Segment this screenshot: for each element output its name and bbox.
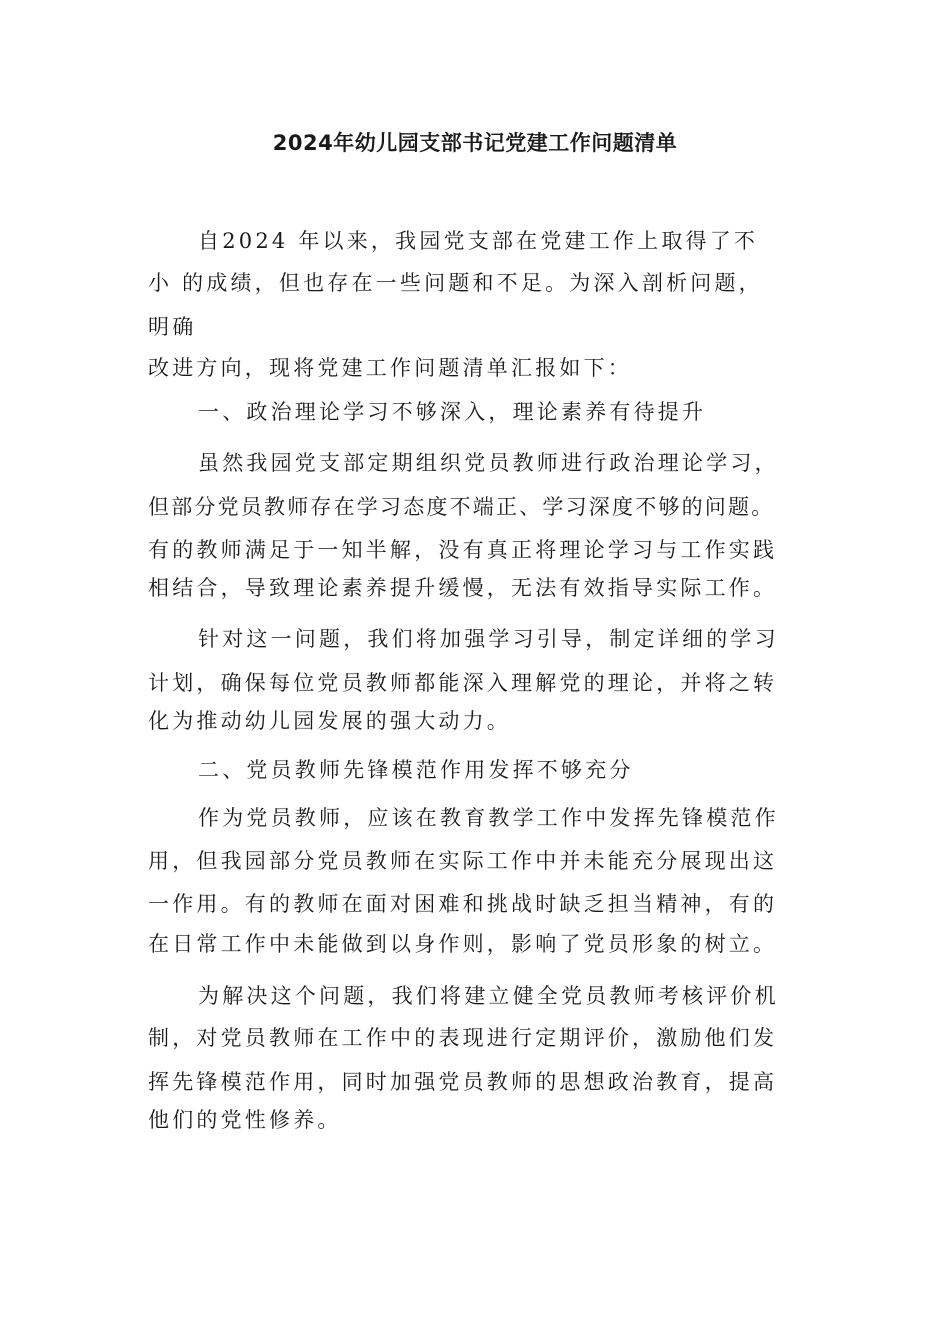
document-title: 2024年幼儿园支部书记党建工作问题清单 [272,131,678,155]
paragraph-line: 相结合，导致理论素养提升缓慢，无法有效指导实际工作。 [148,576,778,600]
section-heading: 二、党员教师先锋模范作用发挥不够充分 [198,758,634,782]
intro-line: 自2024 年以来，我园党支部在党建工作上取得了不 [198,229,759,253]
paragraph-line: 作为党员教师，应该在教育教学工作中发挥先锋模范作 [198,806,779,830]
intro-line: 改进方向，现将党建工作问题清单汇报如下： [148,356,632,380]
paragraph-line: 制，对党员教师在工作中的表现进行定期评价，激励他们发 [148,1026,778,1050]
paragraph-line: 他们的党性修养。 [148,1108,342,1132]
paragraph-line: 虽然我园党支部定期组织党员教师进行政治理论学习， [198,451,779,475]
paragraph-line: 但部分党员教师存在学习态度不端正、学习深度不够的问题。 [148,495,775,519]
intro-line: 明确 [148,315,197,339]
section-heading: 一、政治理论学习不够深入，理论素养有待提升 [198,400,707,424]
paragraph-line: 化为推动幼儿园发展的强大动力。 [148,709,511,733]
paragraph-line: 用，但我园部分党员教师在实际工作中并未能充分展现出这 [148,849,778,873]
intro-line: 小 的成绩，但也存在一些问题和不足。为深入剖析问题， [148,271,763,295]
paragraph-line: 为解决这个问题，我们将建立健全党员教师考核评价机 [198,984,779,1008]
paragraph-line: 在日常工作中未能做到以身作则，影响了党员形象的树立。 [148,932,778,956]
paragraph-line: 挥先锋模范作用，同时加强党员教师的思想政治教育，提高 [148,1070,778,1094]
paragraph-line: 计划，确保每位党员教师都能深入理解党的理论，并将之转 [148,671,778,695]
paragraph-line: 一作用。有的教师在面对困难和挑战时缺乏担当精神，有的 [148,892,778,916]
paragraph-line: 有的教师满足于一知半解，没有真正将理论学习与工作实践 [148,538,778,562]
paragraph-line: 针对这一问题，我们将加强学习引导，制定详细的学习 [198,627,779,651]
